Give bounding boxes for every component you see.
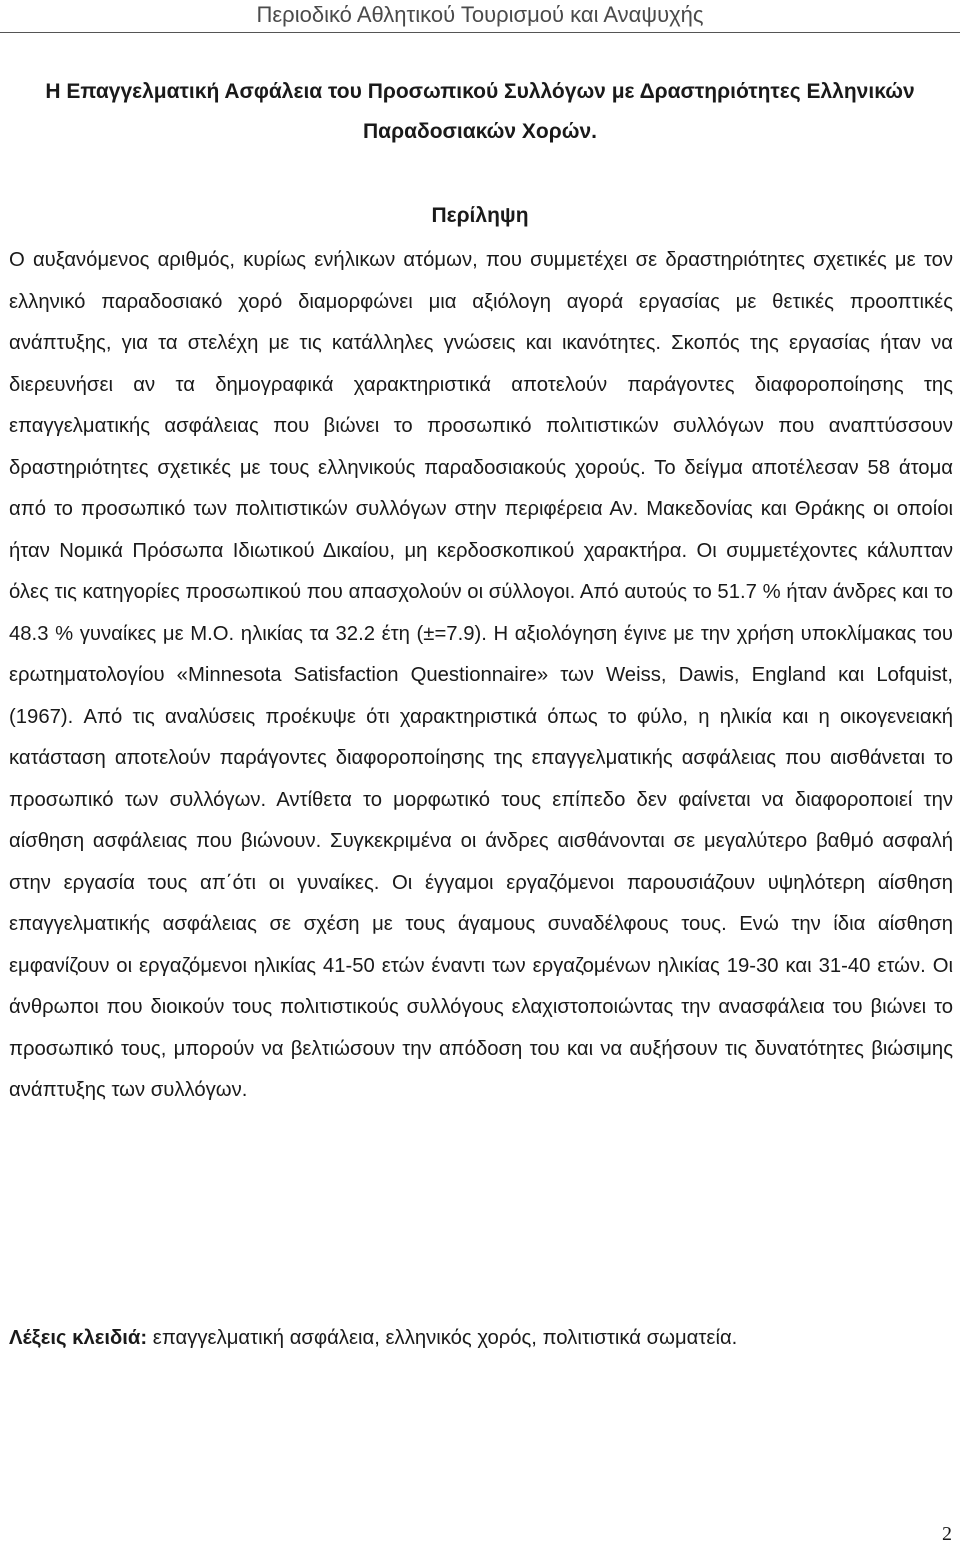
abstract-heading: Περίληψη xyxy=(431,204,529,227)
keywords-label: Λέξεις κλειδιά: xyxy=(9,1327,148,1349)
abstract-body: Ο αυξανόμενος αριθμός, κυρίως ενήλικων ατόμων, που συμμετέχει σε δραστηριότητες σχετικές με τον ελληνικό παραδοσιακό χορό διαμορφώνει μια αξιόλογη αγορά εργασίας με θετικές προοπτικές ανάπτυξης, για τα στελέχη με τις κατάλληλες γνώσεις και ικανότητες. Σκοπός της εργασίας ήταν να διερευνήσει αν τα δημογραφικά χαρακτηριστικά αποτελούν παράγοντες διαφοροποίησης της επαγγελματικής ασφάλειας που βιώνει το προσωπικό πολιτιστικών συλλόγων που αναπτύσσουν δραστηριότητες σχετικές με τους ελληνικούς παραδοσιακούς χορούς. Το δείγμα αποτέλεσαν 58 άτομα από το προσωπικό των πολιτιστικών συλλόγων στην περιφέρεια Αν. Μακεδονίας και Θράκης οι οποίοι ήταν Νομικά Πρόσωπα Ιδιωτικού Δικαίου, μη κερδοσκοπικού χαρακτήρα. Οι συμμετέχοντες κάλυπταν όλες τις κατηγορίες προσωπικού που απασχολούν οι σύλλογοι. Από αυτούς το 51.7 % ήταν άνδρες και το 48.3 % γυναίκες με Μ.Ο. ηλικίας τα 32.2 έτη (±=7.9). Η αξιολόγηση έγινε με την χρήση υποκλίμακας του ερωτηματολογίου «Minnesota Satisfaction Questionnaire» των Weiss, Dawis, England και Lofquist, (1967). Από τις αναλύσεις προέκυψε ότι χαρακτηριστικά όπως το φύλο, η ηλικία και η οικογενειακή κατάσταση αποτελούν παράγοντες διαφοροποίησης της επαγγελματικής ασφάλειας που αισθάνεται το προσωπικό των συλλόγων. Αντίθετα το μορφωτικό τους επίπεδο δεν φαίνεται να διαφοροποιεί την αίσθηση ασφάλειας που βιώνουν. Συγκεκριμένα οι άνδρες αισθάνονται σε μεγαλύτερο βαθμό ασφαλή στην εργασία τους απ΄ότι οι γυναίκες. Οι έγγαμοι εργαζόμενοι παρουσιάζουν υψηλότερη αίσθηση επαγγελματικής ασφάλειας σε σχέση με τους άγαμους συναδέλφους τους. Ενώ την ίδια αίσθηση εμφανίζουν οι εργαζόμενοι ηλικίας 41-50 ετών έναντι των εργαζομένων ηλικίας 19-30 και 31-40 ετών. Οι άνθρωποι που διοικούν τους πολιτιστικούς συλλόγους ελαχιστοποιώντας την ανασφάλεια του βιώνει το προσωπικό τους, μπορούν να βελτιώσουν την απόδοση του και να αυξήσουν τις δυνατότητες βιώσιμης ανάπτυξης των συλλόγων. xyxy=(9,249,953,1101)
keywords-text: επαγγελματική ασφάλεια, ελληνικός χορός, πολιτιστικά σωματεία. xyxy=(147,1327,738,1349)
article-title: Η Επαγγελματική Ασφάλεια του Προσωπικού Συλλόγων με Δραστηριότητες Ελληνικών Παραδοσιακών Χορών. xyxy=(45,80,915,143)
running-header: Περιοδικό Αθλητικού Τουρισμού και Αναψυχής xyxy=(0,2,960,33)
keywords xyxy=(9,1320,953,1356)
page-number: 2 xyxy=(942,1523,952,1545)
